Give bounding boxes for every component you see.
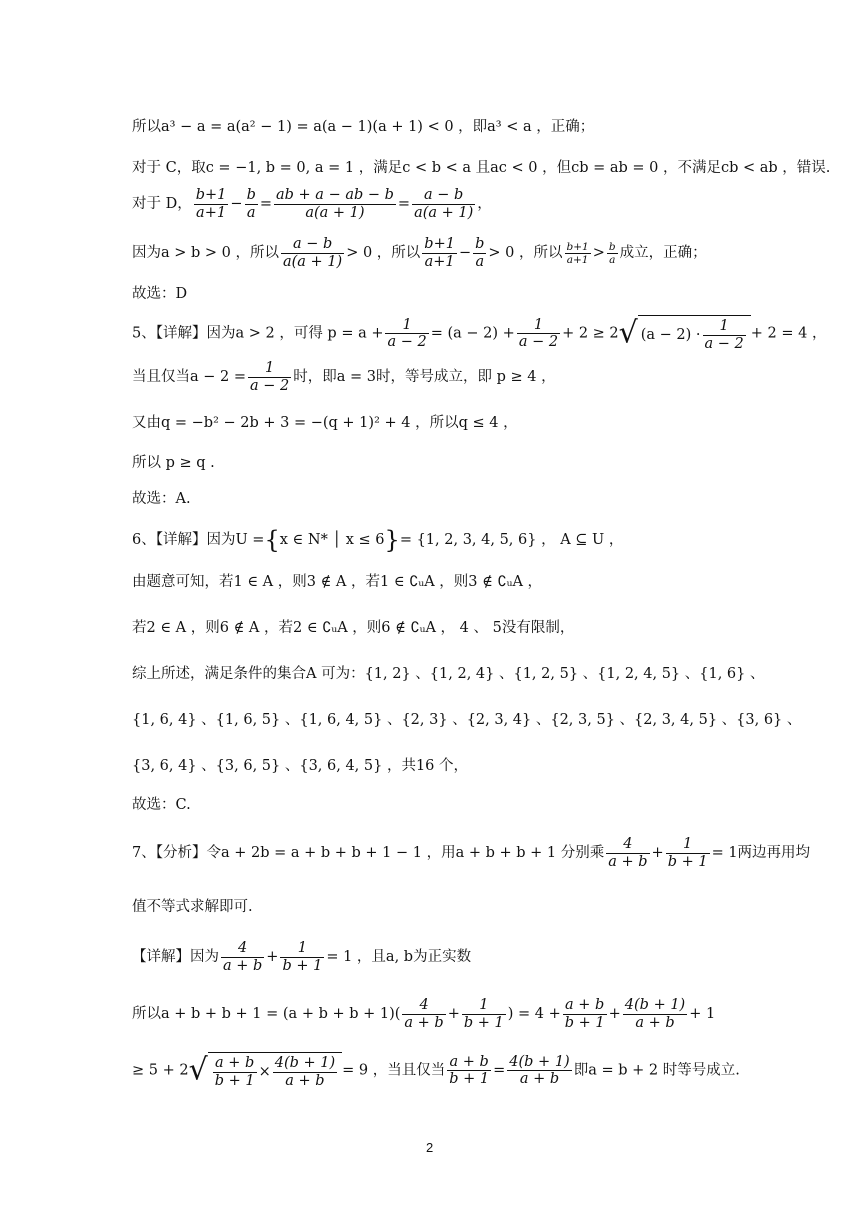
page-number: 2 [426, 1140, 434, 1155]
text-line: {1, 6, 4} 、{1, 6, 5} 、{1, 6, 4, 5} 、{2, 3} 、{2, 3, 4} 、{2, 3, 5} 、{2, 3, 4, 5} 、{3, 6} 、 [132, 712, 802, 728]
formula-line: 5、【详解】因为a > 2 ，可得 p = a + $\frac{1}{a - 2}$ = (a − 2) + $\frac{1}{a - 2}$ + 2 ≥ 2√ (a − 2) · $\frac{1}{a - 2}$ + 2 = 4 ， [132, 315, 827, 352]
text-line: 对于 C，取c = −1, b = 0, a = 1 ，满足c < b < a 且ac < 0 ，但cb = ab = 0 ，不满足cb < ab ，错误. [132, 160, 831, 176]
sqrt-sign: √ [618, 315, 638, 351]
formula-line: ≥ 5 + 2√ $\frac{a + b}{b + 1}$ × $\frac{4(b + 1)}{a + b}$ = 9 ，当且仅当 $\frac{a + b}{b + 1}$ = $\frac{4(b + 1)}{a + b}$ 即a = b + 2 时等号成立. [132, 1052, 740, 1089]
text-line: 由题意可知，若1 ∈ A ，则3 ∉ A ，若1 ∈ ∁ᵤA ，则3 ∉ ∁ᵤA ， [132, 574, 543, 590]
text-line: 值不等式求解即可. [132, 899, 253, 915]
text-line: 若2 ∈ A ，则6 ∉ A ，若2 ∈ ∁ᵤA ，则6 ∉ ∁ᵤA ， 4 、 5没有限制， [132, 620, 575, 636]
text-line: 故选：D [132, 286, 188, 302]
text-line: 故选：C. [132, 797, 191, 813]
text-line: 所以a³ − a = a(a² − 1) = a(a − 1)(a + 1) < 0 ，即a³ < a ，正确； [132, 119, 595, 135]
formula-line: 【详解】因为 $\frac{4}{a + b}$ + $\frac{1}{b + 1}$ = 1 ，且a, b为正实数 [132, 940, 472, 974]
formula-line: 所以a + b + b + 1 = (a + b + b + 1)( $\frac{4}{a + b}$ + $\frac{1}{b + 1}$ ) = 4 + $\frac{a + b}{b + 1}$ + $\frac{4(b + 1)}{a + b}$ + 1 [132, 997, 716, 1031]
text-line: 又由q = −b² − 2b + 3 = −(q + 1)² + 4 ，所以q ≤ 4 ， [132, 415, 518, 431]
text-line: 综上所述，满足条件的集合A 可为：{1, 2} 、{1, 2, 4} 、{1, 2, 5} 、{1, 2, 4, 5} 、{1, 6} 、 [132, 666, 765, 682]
formula-line: 当且仅当a − 2 = $\frac{1}{a - 2}$ 时，即a = 3时，等号成立，即 p ≥ 4 ， [132, 360, 556, 394]
formula-line: 7、【分析】令a + 2b = a + b + b + 1 − 1 ，用a + b + b + 1 分别乘 $\frac{4}{a + b}$ + $\frac{1}{b + 1}$ = 1两边再用均 [132, 836, 811, 870]
text-line: 故选：A. [132, 491, 191, 507]
text-line: {3, 6, 4} 、{3, 6, 5} 、{3, 6, 4, 5} ，共16 个， [132, 758, 469, 774]
formula-line: 6、【详解】因为U ={x ∈ N* │ x ≤ 6}= {1, 2, 3, 4, 5, 6} ， A ⊆ U ， [132, 526, 624, 554]
formula-line: 对于 D， $\frac{b+1}{a+1}$ − $\frac{b}{a}$ = $\frac{ab + a - ab - b}{a(a + 1)}$ = $\frac{a - b}{a(a + 1)}$ ， [132, 187, 492, 221]
text-line: 所以 p ≥ q . [132, 455, 215, 471]
sqrt-sign: √ [188, 1052, 208, 1088]
formula-line: 因为a > b > 0 ，所以 $\frac{a - b}{a(a + 1)}$ > 0 ，所以 $\frac{b+1}{a+1}$ − $\frac{b}{a}$ > 0 ，所以 $\frac{b+1}{a+1}$ > $\frac{b}{a}$ 成立，正确； [132, 236, 707, 270]
